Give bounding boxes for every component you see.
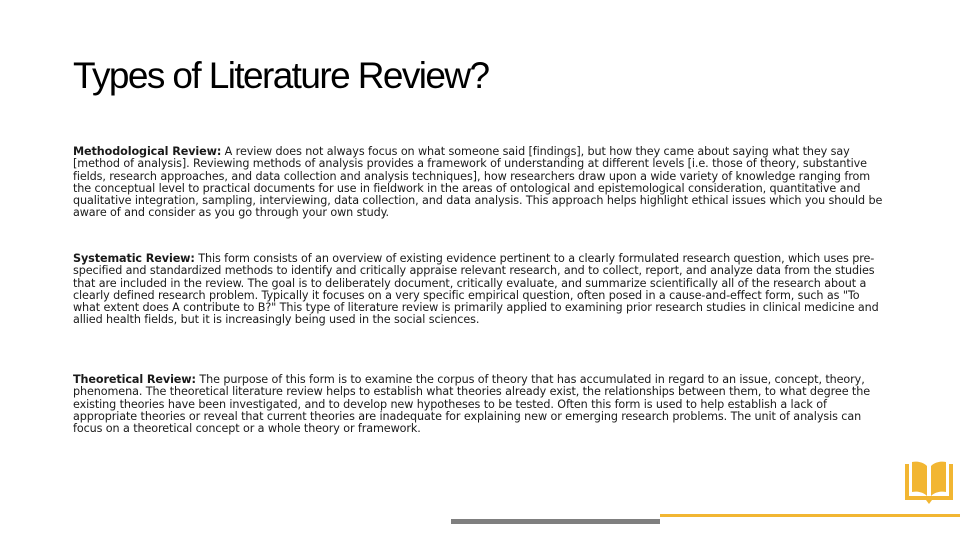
slide-title: Types of Literature Review?: [73, 55, 489, 96]
methodological-review-term: Methodological Review:: [73, 145, 222, 158]
methodological-review-paragraph: [73, 146, 885, 220]
theoretical-review-text: The purpose of this form is to examine the corpus of theory that has accumulated in regard to an issue, concept, theory, phenomena. The theoretical literature review helps to establish what theories already exist, the relationships between them, to what degree the existing theories have been investigated, and to develop new hypotheses to be tested. Often this form is used to help establish a lack of appropriate theories or reveal that current theories are inadequate for explaining new or emerging research problems. The unit of analysis can focus on a theoretical concept or a whole theory or framework.: [73, 373, 870, 436]
footer-gray-bar: [451, 519, 660, 524]
footer-accent-bar: [660, 514, 960, 517]
theoretical-review-paragraph: [73, 374, 885, 435]
systematic-review-text: This form consists of an overview of existing evidence pertinent to a clearly formulated research question, which uses pre-specified and standardized methods to identify and critically appraise relevant research, and to collect, report, and analyze data from the studies that are included in the review. The goal is to deliberately document, critically evaluate, and summarize scientifically all of the research about a clearly defined research problem. Typically it focuses on a very specific empirical question, often posed in a cause-and-effect form, such as "To what extent does A contribute to B?" This type of literature review is primarily applied to examining prior research studies in clinical medicine and allied health fields, but it is increasingly being used in the social sciences.: [73, 252, 879, 327]
theoretical-review-term: Theoretical Review:: [73, 373, 196, 386]
open-book-icon: [903, 460, 955, 508]
systematic-review-paragraph: [73, 253, 885, 327]
methodological-review-text: A review does not always focus on what someone said [findings], but how they came about saying what they say [method of analysis]. Reviewing methods of analysis provides a framework of understanding at different levels [i.e. those of theory, substantive fields, research approaches, and data collection and analysis techniques], how researchers draw upon a wide variety of knowledge ranging from the conceptual level to practical documents for use in fieldwork in the areas of ontological and epistemological consideration, quantitative and qualitative integration, sampling, interviewing, data collection, and data analysis. This approach helps highlight ethical issues which you should be aware of and consider as you go through your own study.: [73, 145, 883, 220]
systematic-review-term: Systematic Review:: [73, 252, 195, 265]
